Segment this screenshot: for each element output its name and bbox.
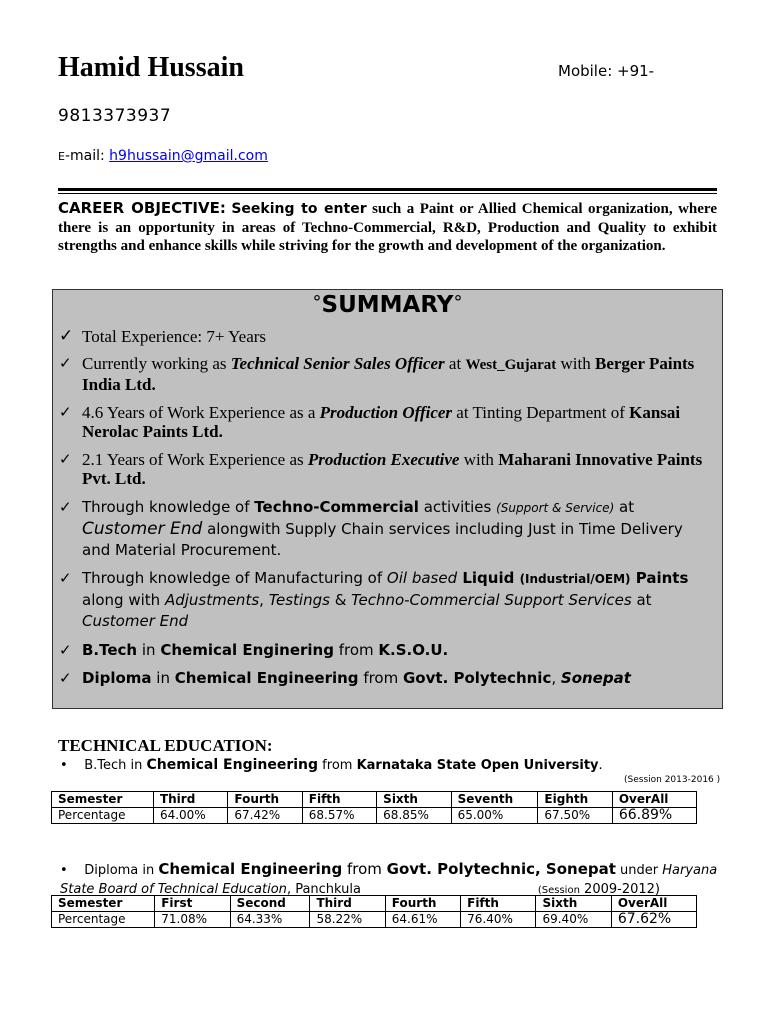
table-row — [52, 912, 697, 928]
degree: Diploma — [84, 863, 139, 878]
value-cell: 58.22% — [310, 912, 385, 928]
value-cell: 68.57% — [302, 808, 376, 824]
line-text: , Panchkula — [286, 882, 361, 897]
discipline: Chemical Engineering — [146, 757, 319, 773]
summary-item-manufacturing — [59, 568, 715, 632]
institution: Govt. Polytechnic — [403, 669, 552, 687]
line-text: from — [342, 860, 387, 878]
item-text: in — [137, 641, 161, 659]
item-text: Through knowledge of Manufacturing of — [82, 569, 387, 587]
company-name: Kansai Nerolac Paints Ltd. — [82, 403, 681, 441]
header-cell: First — [155, 896, 230, 912]
summary-item-current-job — [59, 354, 715, 394]
summary-title — [53, 292, 722, 318]
summary-box — [52, 289, 723, 709]
item-text: from — [358, 669, 403, 687]
keyword: Techno-Commercial Support Services — [351, 591, 632, 609]
value-cell: 76.40% — [461, 912, 536, 928]
header-cell: Second — [230, 896, 310, 912]
degree-symbol: ° — [453, 292, 463, 313]
candidate-name: Hamid Hussain — [58, 52, 244, 83]
discipline: Chemical Engineering — [158, 860, 343, 878]
header-cell: Sixth — [377, 792, 451, 808]
session-btech: (Session 2013-2016 ) — [624, 775, 721, 785]
header-cell: OverAll — [612, 792, 696, 808]
header-cell: Sixth — [536, 896, 611, 912]
item-text: from — [333, 641, 379, 659]
line-text: under — [615, 863, 663, 878]
value-cell: 68.85% — [377, 808, 451, 824]
keyword: Techno-Commercial — [254, 498, 419, 516]
job-title: Production Executive — [307, 450, 460, 469]
value-cell: 71.08% — [155, 912, 230, 928]
bullet-icon: • — [60, 758, 68, 773]
company-name: Maharani Innovative Paints Pvt. Ltd. — [82, 450, 703, 488]
checkmark-icon: ✓ — [59, 354, 72, 372]
summary-item-experience — [59, 327, 715, 346]
header-cell: Semester — [52, 896, 155, 912]
grades-table-btech — [51, 791, 697, 824]
summary-heading: SUMMARY — [321, 292, 454, 318]
line-text: in — [126, 758, 147, 773]
summary-item-kansai — [59, 403, 715, 441]
job-title: Production Officer — [319, 403, 453, 422]
value-cell: 67.50% — [538, 808, 612, 824]
row-label-cell: Percentage — [52, 912, 155, 928]
degree: B.Tech — [84, 758, 127, 773]
checkmark-icon: ✓ — [59, 498, 72, 516]
item-text: in — [151, 669, 175, 687]
value-cell: 69.40% — [536, 912, 611, 928]
institution: Govt. Polytechnic, Sonepat — [386, 860, 616, 878]
mobile-label: Mobile: +91- — [558, 62, 655, 80]
header-cell: Fourth — [385, 896, 460, 912]
header-cell: Seventh — [451, 792, 538, 808]
value-cell: 64.00% — [153, 808, 227, 824]
keyword: Adjustments — [164, 591, 260, 609]
table-header-row — [52, 896, 697, 912]
discipline: Chemical Engineering — [174, 669, 359, 687]
checkmark-icon: ✓ — [59, 403, 72, 421]
degree: Diploma — [82, 669, 152, 687]
header-cell: Fourth — [228, 792, 302, 808]
value-cell: 65.00% — [451, 808, 538, 824]
degree-symbol: ° — [312, 292, 322, 313]
divider-thick — [58, 188, 717, 191]
grades-table-diploma — [51, 895, 697, 928]
education-diploma-line — [60, 860, 720, 900]
checkmark-icon: ✓ — [59, 326, 74, 346]
keyword: Customer End — [82, 519, 203, 539]
line-text: in — [138, 863, 159, 878]
value-cell: 64.61% — [385, 912, 460, 928]
summary-item-maharani — [59, 450, 715, 488]
divider-thin — [58, 193, 717, 194]
header-cell: Semester — [52, 792, 154, 808]
email-link[interactable]: h9hussain@gmail.com — [109, 148, 268, 164]
item-text: with — [459, 450, 499, 469]
keyword: Liquid — [457, 569, 520, 587]
checkmark-icon: ✓ — [59, 450, 72, 468]
value-cell: 64.33% — [230, 912, 310, 928]
checkmark-icon: ✓ — [59, 669, 72, 687]
checkmark-icon: ✓ — [59, 641, 72, 659]
bullet-icon: • — [60, 863, 68, 878]
header-cell: Third — [153, 792, 227, 808]
company-name: Berger Paints India Ltd. — [82, 354, 695, 394]
job-title: Technical Senior Sales Officer — [230, 354, 445, 373]
table-header-row — [52, 792, 697, 808]
overall-cell: 66.89% — [612, 808, 696, 824]
item-text: at — [614, 498, 635, 516]
table-row — [52, 808, 697, 824]
discipline: Chemical Enginering — [160, 641, 334, 659]
item-text: Currently working as — [82, 354, 231, 373]
item-text: at — [444, 354, 466, 373]
summary-item-diploma — [59, 668, 715, 689]
objective-text: such a Paint or Allied Chemical organization, where there is an opportunity in areas of Techno-Commercial, R&D, Production and Quality to exhibit strengths and enhance skills while striving for the growth and development of the organization. — [58, 201, 717, 254]
phone-number: 9813373937 — [58, 106, 172, 126]
item-text: activities — [418, 498, 497, 516]
email-line — [58, 148, 268, 164]
line-text: from — [318, 758, 357, 773]
item-text: Total Experience: 7+ Years — [82, 327, 267, 346]
session-label: (Session — [537, 885, 580, 896]
item-text: 4.6 Years of Work Experience as a — [82, 403, 320, 422]
degree: B.Tech — [82, 641, 138, 659]
item-text: , — [551, 669, 561, 687]
keyword: Paints — [630, 569, 689, 587]
board: Haryana State Board of Technical Education — [60, 863, 718, 897]
session-years: 2009-2012) — [579, 882, 660, 897]
line-text: . — [598, 758, 603, 773]
header-cell: Fifth — [461, 896, 536, 912]
header-cell: OverAll — [611, 896, 696, 912]
keyword: Customer End — [82, 612, 189, 630]
summary-item-techno-commercial — [59, 497, 715, 561]
item-note: (Industrial/OEM) — [519, 572, 631, 586]
city: Sonepat — [560, 669, 631, 687]
education-btech-line — [60, 757, 603, 773]
item-text: with — [556, 354, 595, 373]
keyword: Testings — [268, 591, 330, 609]
email-label-e: E — [58, 150, 65, 163]
career-objective — [58, 199, 717, 256]
item-text: along with — [82, 591, 165, 609]
item-text: at — [631, 591, 652, 609]
item-text: alongwith Supply Chain services including Just in Time Delivery and Material Procurement. — [82, 520, 683, 559]
item-note: (Support & Service) — [496, 501, 615, 515]
header-cell: Third — [310, 896, 385, 912]
item-text: at Tinting Department of — [452, 403, 630, 422]
objective-label: CAREER OBJECTIVE: — [58, 199, 226, 217]
header-cell: Fifth — [302, 792, 376, 808]
institution: Karnataka State Open University — [356, 758, 599, 773]
row-label-cell: Percentage — [52, 808, 154, 824]
header-cell: Eighth — [538, 792, 612, 808]
item-text: 2.1 Years of Work Experience as — [82, 450, 308, 469]
location: West_Gujarat — [465, 357, 557, 373]
checkmark-icon: ✓ — [59, 569, 72, 587]
item-text: & — [329, 591, 352, 609]
overall-cell: 67.62% — [611, 912, 696, 928]
email-label: -mail: — [64, 148, 110, 164]
institution: K.S.O.U. — [378, 641, 449, 659]
education-title: TECHNICAL EDUCATION: — [58, 736, 273, 755]
objective-lead: Seeking to enter — [231, 201, 367, 217]
value-cell: 67.42% — [228, 808, 302, 824]
summary-item-btech — [59, 640, 715, 661]
item-text: Through knowledge of — [82, 498, 255, 516]
keyword: Oil based — [386, 569, 458, 587]
summary-list — [59, 326, 715, 689]
item-text: , — [259, 591, 269, 609]
